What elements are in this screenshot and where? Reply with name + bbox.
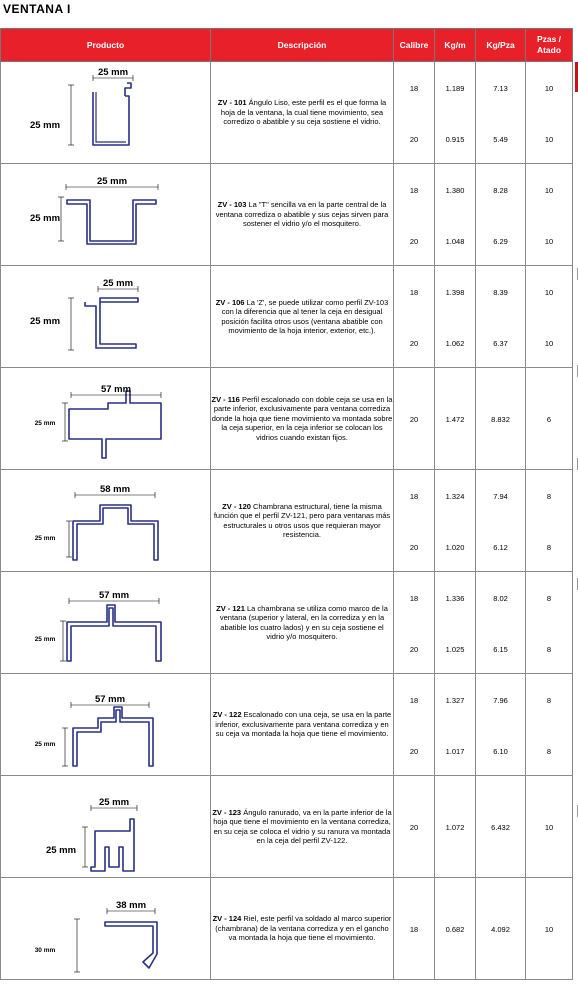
pieces-per-bundle-value: 8 — [546, 696, 552, 705]
kg-per-meter-value: 1.398 — [445, 288, 465, 297]
product-code: ZV - 106 — [215, 297, 245, 307]
profile-drawing — [1, 470, 211, 571]
kg-per-piece-cell — [476, 266, 526, 368]
kg-per-piece-value: 7.13 — [493, 84, 508, 93]
width-dimension-label: 58 mm — [99, 484, 131, 495]
width-dimension-label: 57 mm — [100, 384, 132, 395]
height-dimension-label: 25 mm — [34, 420, 56, 427]
width-dimension-label: 25 mm — [98, 797, 130, 808]
kg-per-meter-value: 1.324 — [445, 492, 465, 501]
product-drawing-cell — [1, 266, 211, 368]
kg-per-piece-value: 6.432 — [491, 823, 510, 832]
profile-shape — [85, 298, 138, 348]
pieces-per-bundle-value: 8 — [546, 594, 552, 603]
height-dimension-label: 25 mm — [34, 535, 56, 542]
pieces-per-bundle-cell — [526, 266, 573, 368]
kg-per-meter-value: 1.048 — [445, 237, 465, 246]
kg-per-meter-cell — [435, 164, 476, 266]
profile-shape — [93, 83, 131, 145]
profile-shape — [73, 707, 153, 766]
width-dimension-label: 57 mm — [94, 694, 126, 705]
kg-per-meter-value: 1.017 — [445, 747, 465, 756]
gauge-value: 20 — [409, 823, 419, 832]
product-code: ZV - 122 — [212, 710, 242, 720]
gauge-value: 20 — [409, 135, 419, 144]
kg-per-piece-value: 6.37 — [493, 339, 508, 348]
pieces-per-bundle-cell — [526, 878, 573, 980]
product-drawing-cell — [1, 164, 211, 266]
kg-per-piece-value: 8.02 — [493, 594, 508, 603]
description-cell — [211, 674, 394, 776]
gauge-value: 18 — [409, 594, 419, 603]
gauge-cell — [394, 776, 435, 878]
profile-drawing — [1, 368, 211, 469]
profile-shape — [69, 391, 161, 458]
kg-per-meter-cell — [435, 368, 476, 470]
gauge-value: 18 — [409, 84, 419, 93]
pieces-per-bundle-value: 8 — [546, 492, 552, 501]
table-row — [1, 266, 573, 368]
product-code: ZV - 103 — [217, 200, 247, 210]
pieces-per-bundle-value: 10 — [544, 339, 554, 348]
pieces-per-bundle-cell — [526, 164, 573, 266]
profile-shape — [67, 605, 161, 661]
pieces-per-bundle-value: 10 — [544, 186, 554, 195]
pieces-per-bundle-value: 10 — [544, 288, 554, 297]
kg-per-meter-value: 1.336 — [445, 594, 465, 603]
kg-per-meter-cell — [435, 674, 476, 776]
product-code: ZV - 101 — [217, 98, 247, 108]
height-dimension-label: 25 mm — [34, 741, 56, 748]
description-text: La 'Z', se puede utilizar como perfil ZV-103 con la diferencia que al tener la ceja en desigual posición facilita otros usos (ventana abatible con movimiento de la hoja interior, exterior, etc.). — [221, 297, 389, 335]
gauge-value: 18 — [409, 696, 419, 705]
gauge-cell — [394, 572, 435, 674]
description-text: Escalonado con una ceja, se usa en la parte inferior, exclusivamente para ventana corrediza y en su ceja va montada la hoja que tiene el movimiento. — [215, 710, 392, 739]
kg-per-meter-value: 1.380 — [445, 186, 465, 195]
table-header-row — [1, 29, 573, 62]
pieces-per-bundle-cell — [526, 776, 573, 878]
table-row — [1, 776, 573, 878]
gauge-value: 18 — [409, 492, 419, 501]
height-dimension-label: 25 mm — [45, 845, 77, 856]
gauge-value: 20 — [409, 747, 419, 756]
product-code: ZV - 124 — [212, 914, 242, 924]
kg-per-meter-value: 1.072 — [445, 823, 465, 832]
gauge-value: 18 — [409, 288, 419, 297]
profile-drawing — [1, 878, 211, 979]
product-drawing-cell — [1, 776, 211, 878]
description-cell — [211, 776, 394, 878]
table-row — [1, 572, 573, 674]
kg-per-meter-cell — [435, 266, 476, 368]
profile-shape — [73, 505, 158, 560]
kg-per-piece-cell — [476, 164, 526, 266]
kg-per-meter-value: 0.915 — [445, 135, 465, 144]
pieces-per-bundle-value: 8 — [546, 543, 552, 552]
product-code: ZV - 121 — [216, 603, 245, 613]
product-drawing-cell — [1, 62, 211, 164]
table-row — [1, 470, 573, 572]
kg-per-meter-cell — [435, 470, 476, 572]
kg-per-meter-cell — [435, 776, 476, 878]
kg-per-piece-cell — [476, 572, 526, 674]
description-text: Chambrana estructural, tiene la misma función que el perfil ZV-121, pero para ventanas más estructurales u otros usos que requieran mayor resistencia. — [213, 501, 391, 539]
kg-per-meter-cell — [435, 572, 476, 674]
pieces-per-bundle-cell — [526, 674, 573, 776]
description-cell — [211, 164, 394, 266]
product-drawing-cell — [1, 470, 211, 572]
gauge-cell — [394, 470, 435, 572]
kg-per-meter-value: 1.020 — [445, 543, 465, 552]
height-dimension-label: 25 mm — [29, 120, 61, 131]
kg-per-meter-value: 1.025 — [445, 645, 465, 654]
kg-per-piece-cell — [476, 470, 526, 572]
kg-per-piece-value: 6.12 — [493, 543, 508, 552]
product-code: ZV - 120 — [222, 501, 251, 511]
gauge-value: 20 — [409, 339, 419, 348]
pieces-per-bundle-value: 10 — [544, 135, 554, 144]
kg-per-meter-value: 0.682 — [445, 925, 465, 934]
kg-per-piece-value: 8.28 — [493, 186, 508, 195]
kg-per-piece-value: 6.15 — [493, 645, 508, 654]
pieces-per-bundle-value: 10 — [544, 237, 554, 246]
page-title: VENTANA I — [3, 2, 71, 16]
kg-per-piece-value: 8.832 — [491, 415, 510, 424]
pieces-per-bundle-cell — [526, 470, 573, 572]
kg-per-piece-cell — [476, 368, 526, 470]
gauge-cell — [394, 878, 435, 980]
kg-per-piece-value: 4.092 — [491, 925, 510, 934]
product-code: ZV - 116 — [211, 394, 240, 404]
profile-drawing — [1, 62, 211, 163]
product-drawing-cell — [1, 674, 211, 776]
width-dimension-label: 38 mm — [115, 900, 147, 911]
pieces-per-bundle-cell — [526, 368, 573, 470]
description-cell — [211, 572, 394, 674]
product-drawing-cell — [1, 878, 211, 980]
description-text: La "T" sencilla va en la parte central de la ventana corrediza o abatible y sus cejas sirven para sostener el vidrio y/o el mosquitero. — [215, 200, 389, 229]
description-cell — [211, 266, 394, 368]
gauge-value: 20 — [409, 237, 419, 246]
product-drawing-cell — [1, 368, 211, 470]
pieces-per-bundle-cell — [526, 62, 573, 164]
gauge-value: 18 — [409, 925, 419, 934]
gauge-value: 20 — [409, 645, 419, 654]
gauge-cell — [394, 368, 435, 470]
kg-per-meter-value: 1.062 — [445, 339, 465, 348]
kg-per-piece-value: 7.96 — [493, 696, 508, 705]
table-row — [1, 674, 573, 776]
header-product: Producto — [1, 29, 211, 62]
width-dimension-label: 57 mm — [98, 590, 130, 601]
profile-shape — [67, 200, 156, 244]
kg-per-meter-cell — [435, 878, 476, 980]
gauge-value: 20 — [409, 415, 419, 424]
height-dimension-label: 25 mm — [34, 636, 56, 643]
product-table — [0, 28, 573, 980]
kg-per-piece-value: 7.94 — [493, 492, 508, 501]
gauge-cell — [394, 266, 435, 368]
product-drawing-cell — [1, 572, 211, 674]
gauge-cell — [394, 62, 435, 164]
header-pieces: Pzas / Atado — [526, 29, 573, 62]
description-text: Ángulo Liso, este perfil es el que forma la hoja de la ventana, la cual tiene movimiento, sea corredizo o abatible y su ceja sostiene el vidrio. — [220, 98, 387, 127]
pieces-per-bundle-cell — [526, 572, 573, 674]
gauge-value: 18 — [409, 186, 419, 195]
pieces-per-bundle-value: 10 — [544, 823, 554, 832]
kg-per-piece-value: 8.39 — [493, 288, 508, 297]
gauge-cell — [394, 674, 435, 776]
header-kg-m: Kg/m — [435, 29, 476, 62]
profile-shape — [105, 922, 157, 968]
description-text: Riel, este perfil va soldado al marco superior (chambrana) de la ventana corrediza y en el gancho va montada la hoja que tiene el movimiento. — [215, 914, 392, 943]
table-row — [1, 368, 573, 470]
profile-drawing — [1, 164, 211, 265]
height-dimension-label: 25 mm — [29, 213, 61, 224]
description-cell — [211, 470, 394, 572]
profile-drawing — [1, 266, 211, 367]
kg-per-meter-value: 1.472 — [445, 415, 465, 424]
pieces-per-bundle-value: 6 — [546, 415, 552, 424]
width-dimension-label: 25 mm — [102, 278, 134, 289]
kg-per-meter-value: 1.189 — [445, 84, 465, 93]
pieces-per-bundle-value: 10 — [544, 84, 554, 93]
width-dimension-label: 25 mm — [96, 176, 128, 187]
description-cell — [211, 878, 394, 980]
kg-per-piece-value: 6.10 — [493, 747, 508, 756]
description-text: La chambrana se utiliza como marco de la ventana (superior y lateral, en la corrediza y en la abatible los cuatro lados) y en su ceja sostiene el vidrio y/o mosquitero. — [219, 603, 388, 641]
description-cell — [211, 62, 394, 164]
profile-shape — [96, 92, 126, 142]
height-dimension-label: 25 mm — [29, 316, 61, 327]
height-dimension-label: 30 mm — [34, 947, 56, 954]
header-kg-pza: Kg/Pza — [476, 29, 526, 62]
profile-drawing — [1, 776, 211, 877]
gauge-value: 20 — [409, 543, 419, 552]
kg-per-piece-value: 5.49 — [493, 135, 508, 144]
kg-per-piece-cell — [476, 62, 526, 164]
pieces-per-bundle-value: 10 — [544, 925, 554, 934]
width-dimension-label: 25 mm — [97, 67, 129, 78]
description-text: Ángulo ranurado, va en la parte inferior de la hoja que tiene el movimiento en la ventana corrediza, en su ceja se coloca el vidrio y su ranura va montada en la ceja del perfil ZV-122. — [213, 807, 392, 845]
pieces-per-bundle-value: 8 — [546, 645, 552, 654]
kg-per-meter-cell — [435, 62, 476, 164]
profile-shape — [91, 819, 134, 871]
description-text: Perfil escalonado con doble ceja se usa en la parte inferior, exclusivamente para ventana corrediza donde la hoja que tiene movimiento va montada sobre la ceja superior, en la ceja inferior se colocan los vidrios cuando existan fijos. — [211, 394, 393, 442]
kg-per-piece-cell — [476, 878, 526, 980]
header-description: Descripción — [211, 29, 394, 62]
profile-drawing — [1, 674, 211, 775]
description-cell — [211, 368, 394, 470]
table-row — [1, 164, 573, 266]
header-gauge: Calibre — [394, 29, 435, 62]
pieces-per-bundle-value: 8 — [546, 747, 552, 756]
kg-per-meter-value: 1.327 — [445, 696, 465, 705]
gauge-cell — [394, 164, 435, 266]
kg-per-piece-cell — [476, 776, 526, 878]
kg-per-piece-cell — [476, 674, 526, 776]
profile-drawing — [1, 572, 211, 673]
kg-per-piece-value: 6.29 — [493, 237, 508, 246]
table-row — [1, 878, 573, 980]
table-row — [1, 62, 573, 164]
product-code: ZV - 123 — [212, 807, 242, 817]
